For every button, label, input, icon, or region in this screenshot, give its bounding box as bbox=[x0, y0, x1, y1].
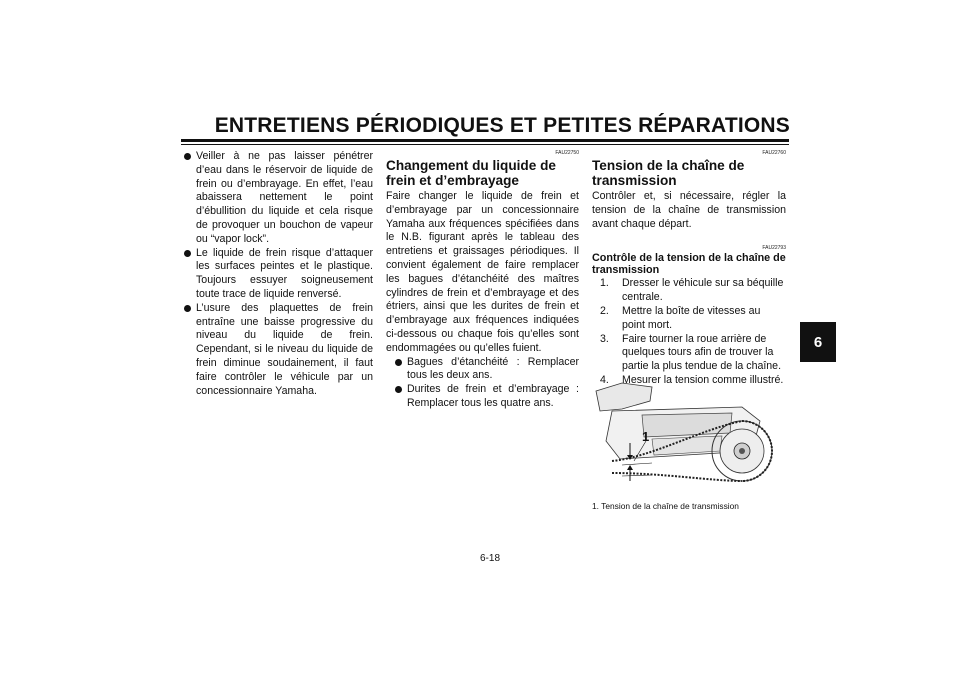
column-1 bbox=[183, 150, 373, 398]
figure-caption: 1. Tension de la chaîne de transmission bbox=[592, 501, 739, 511]
section-paragraph: Faire changer le liquide de frein et d’embrayage par un concessionnaire Yamaha aux fréquences spécifiées dans le N.B. figurant après le tableau des entretiens et graissages périodiques. Il convient également de faire remplacer les bagues d’étanchéité des maîtres cylindres de frein et d’embrayage et des étriers, ainsi que les durites de frein et d’embrayage aux fréquences indiquées ci-dessous ou chaque fois qu’elles sont endommagées ou qu’elles fuient. bbox=[386, 190, 579, 354]
list-item: Bagues d’étanchéité : Remplacer tous les deux ans. bbox=[394, 356, 579, 384]
subsection-code: FAU22793 bbox=[762, 245, 786, 252]
section-code: FAU22750 bbox=[555, 150, 579, 156]
callout-label: 1 bbox=[642, 429, 650, 444]
list-item: 2. Mettre la boîte de vitesses au point mort. bbox=[600, 304, 761, 331]
page-title: ENTRETIENS PÉRIODIQUES ET PETITES RÉPARATIONS bbox=[214, 114, 790, 137]
column-3 bbox=[592, 150, 786, 388]
section-heading: Changement du liquide de frein et d’embrayage bbox=[386, 158, 556, 188]
chain-illustration bbox=[592, 381, 784, 495]
list-item: Le liquide de frein risque d’attaquer les surfaces peintes et le plastique. Toujours essuyer soigneusement toute trace de liquide renversé. bbox=[183, 247, 373, 302]
bullet-icon bbox=[184, 250, 191, 257]
subsection-heading: Contrôle de la tension de la chaîne de transmission bbox=[592, 252, 786, 277]
header-rule-thin bbox=[181, 144, 789, 145]
section-code: FAU22760 bbox=[762, 150, 786, 156]
list-item: 4. Mesurer la tension comme illustré. bbox=[600, 373, 784, 386]
column-2 bbox=[386, 150, 579, 411]
chapter-tab: 6 bbox=[800, 322, 836, 362]
list-item: 3. Faire tourner la roue arrière de quelques tours afin de trouver la partie la plus tendue de la chaîne. bbox=[600, 332, 782, 373]
bullet-icon bbox=[395, 359, 402, 366]
list-item: 1. Dresser le véhicule sur sa béquille centrale. bbox=[600, 277, 784, 304]
steps-list bbox=[592, 277, 786, 387]
page-number: 6-18 bbox=[479, 553, 500, 564]
replacement-bullet-list bbox=[386, 356, 579, 411]
section-paragraph: Contrôler et, si nécessaire, régler la tension de la chaîne de transmission avant chaque départ. bbox=[592, 190, 786, 230]
warning-bullet-list bbox=[183, 150, 373, 398]
section-heading: Tension de la chaîne de transmission bbox=[592, 158, 745, 188]
list-item: Durites de frein et d’embrayage : Remplacer tous les quatre ans. bbox=[394, 383, 579, 411]
header-rule bbox=[181, 139, 789, 142]
list-item: Veiller à ne pas laisser pénétrer d’eau dans le réservoir de liquide de frein ou d’embrayage. En effet, l’eau abaissera nettement le point d’ébullition du liquide et cela risque de provoquer un bouchon de vapeur ou “vapor lock”. bbox=[183, 150, 373, 247]
chain-drawing bbox=[592, 381, 784, 495]
bullet-icon bbox=[184, 153, 191, 160]
bullet-icon bbox=[184, 305, 191, 312]
bullet-icon bbox=[395, 386, 402, 393]
list-item: L’usure des plaquettes de frein entraîne une baisse progressive du niveau du liquide de frein. Cependant, si le niveau du liquide de frein diminue soudainement, il faut faire contrôler le véhicule par un concessionnaire Yamaha. bbox=[183, 302, 373, 399]
